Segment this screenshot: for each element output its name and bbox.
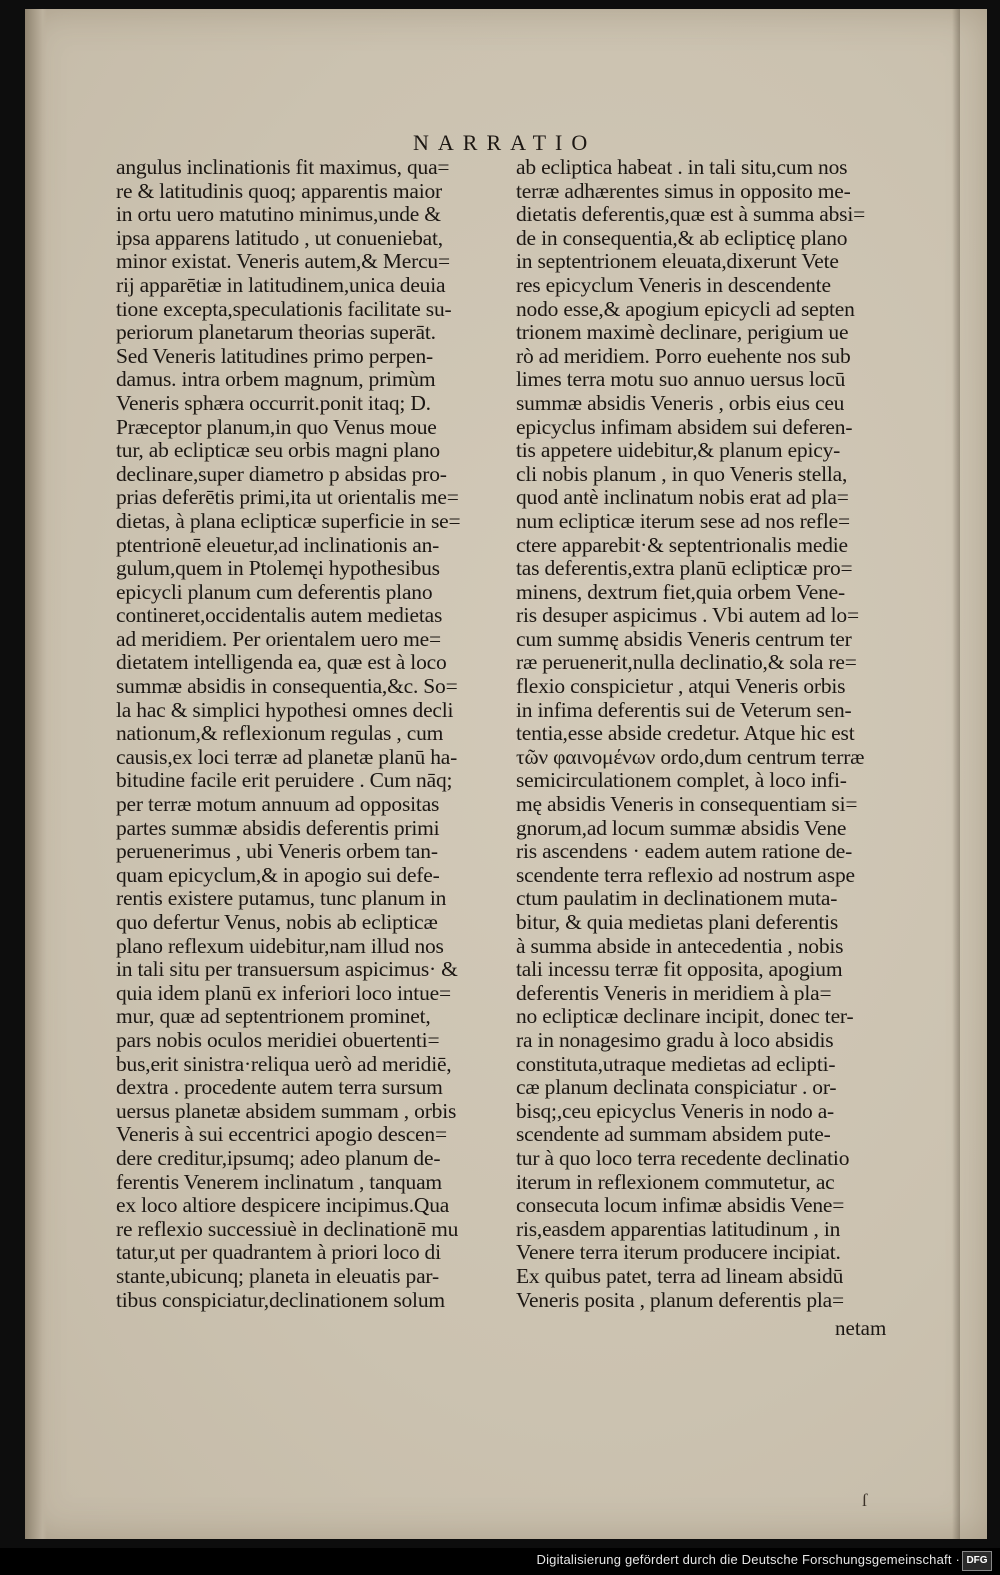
right-column-line: cæ planum declinata conspiciatur . or- (516, 1075, 837, 1100)
right-column-line: epicyclus infimam absidem sui deferen- (516, 414, 853, 439)
left-column-line: per terræ motum annuum ad oppositas (116, 792, 440, 817)
right-column-line: iterum in reflexionem commutetur, ac (516, 1169, 835, 1194)
right-column-line: dietatis deferentis,quæ est à summa absi= (516, 202, 866, 227)
left-column-line: mur, quæ ad septentrionem prominet, (116, 1004, 431, 1029)
right-column-line: res epicyclum Veneris in descendente (516, 272, 831, 297)
left-column-line: dextra . procedente autem terra sursum (116, 1075, 443, 1100)
right-column-line: tas deferentis,extra planū eclipticæ pro= (516, 556, 853, 581)
right-column-line: ris ascendens · eadem autem ratione de- (516, 839, 853, 864)
left-column-line: rentis existere putamus, tunc planum in (116, 886, 447, 911)
left-column-line: dietatem intelligenda ea, quæ est à loco (116, 650, 447, 675)
left-column-line: summæ absidis in consequentia,&c. So= (116, 674, 458, 699)
margin-mark: ſ (862, 1490, 868, 1510)
right-column-line: Veneris posita , planum deferentis pla= (516, 1287, 844, 1312)
left-column-line: causis,ex loci terræ ad planetæ planū ha- (116, 744, 458, 769)
left-column-line: Veneris sphæra occurrit.ponit itaq; D. (116, 390, 431, 415)
left-column-line: angulus inclinationis fit maximus, qua= (116, 155, 450, 179)
left-column-line: tatur,ut per quadrantem à priori loco di (116, 1240, 441, 1265)
left-column-line: peruenerimus , ubi Veneris orbem tan- (116, 839, 438, 864)
right-column-line: minens, dextrum fiet,quia orbem Vene- (516, 579, 845, 604)
right-column-line: tali incessu terræ fit opposita, apogium (516, 957, 843, 982)
right-column-line: ra in nonagesimo gradu à loco absidis (516, 1027, 834, 1052)
left-column-line: gulum,quem in Ptolemęi hypothesibus (116, 556, 440, 581)
left-column-line: Sed Veneris latitudines primo perpen- (116, 343, 434, 368)
right-column-line: ræ peruenerit,nulla declinatio,& sola re= (516, 650, 857, 675)
left-column-line: partes summæ absidis deferentis primi (116, 815, 440, 840)
left-column-line: Præceptor planum,in quo Venus moue (116, 414, 437, 439)
right-column-line: deferentis Veneris in meridiem à pla= (516, 980, 832, 1005)
right-column-line: Ex quibus patet, terra ad lineam absidū (516, 1263, 844, 1288)
left-column-line: rij apparētiæ in latitudinem,unica deuia (116, 272, 446, 297)
left-column-line: ipsa apparens latitudo , ut conueniebat, (116, 225, 443, 250)
funding-credit: Digitalisierung gefördert durch die Deutsche Forschungsgemeinschaft · (536, 1552, 960, 1567)
left-column-line: dietas, à plana eclipticæ superficie in se= (116, 508, 461, 533)
left-column-line: periorum planetarum theorias superāt. (116, 320, 436, 345)
left-column-line: Veneris à sui eccentrici apogio descen= (116, 1122, 447, 1147)
left-column-line: re & latitudinis quoq; apparentis maior (116, 178, 442, 203)
right-column-line: scendente terra reflexio ad nostrum aspe (516, 862, 855, 887)
right-column-line: cli nobis planum , in quo Veneris stella, (516, 461, 848, 486)
left-column-line: uersus planetæ absidem summam , orbis (116, 1098, 457, 1123)
left-column-line: ex loco altiore despicere incipimus.Qua (116, 1193, 450, 1218)
right-column-line: ctum paulatim in declinationem muta- (516, 886, 838, 911)
left-column-line: nationum,& reflexionum regulas , cum (116, 721, 444, 746)
right-column-line: à summa abside in antecedentia , nobis (516, 933, 844, 958)
left-text-column (116, 156, 496, 1312)
right-column-line: flexio conspicietur , atqui Veneris orbis (516, 674, 846, 699)
right-column-line: num eclipticæ iterum sese ad nos refle= (516, 508, 850, 533)
right-column-line: constituta,utraque medietas ad eclipti- (516, 1051, 836, 1076)
right-column-line: trionem maximè declinare, perigium ue (516, 320, 849, 345)
left-column-line: damus. intra orbem magnum, primùm (116, 367, 436, 392)
right-column-line: scendente ad summam absidem pute- (516, 1122, 831, 1147)
right-column-line: Venere terra iterum producere incipiat. (516, 1240, 841, 1265)
right-column-line: bisq;,ceu epicyclus Veneris in nodo a- (516, 1098, 835, 1123)
right-column-line: semicirculationem complet, à loco infi- (516, 768, 847, 793)
right-column-line: ab ecliptica habeat . in tali situ,cum nos (516, 155, 848, 179)
right-column-line: consecuta locum infimæ absidis Vene= (516, 1193, 845, 1218)
right-column-line: τῶν φαινομένων ordo,dum centrum terræ (516, 744, 865, 769)
right-column-line: tur à quo loco terra recedente declinatio (516, 1145, 850, 1170)
left-column-line: ferentis Venerem inclinatum , tanquam (116, 1169, 442, 1194)
left-column-line: ptentrionē eleuetur,ad inclinationis an- (116, 532, 440, 557)
right-column-line: cum summę absidis Veneris centrum ter (516, 626, 852, 651)
left-column-line: plano reflexum uidebitur,nam illud nos (116, 933, 444, 958)
right-column-line: rò ad meridiem. Porro euehente nos sub (516, 343, 851, 368)
page-gutter (25, 9, 47, 1539)
right-column-line: bitur, & quia medietas plani deferentis (516, 910, 839, 934)
right-column-line: de in consequentia,& ab eclipticę plano (516, 225, 848, 250)
catchword: netam (835, 1316, 887, 1340)
right-text-column (516, 156, 896, 1312)
right-column-line: tentia,esse abside credetur. Atque hic est (516, 721, 855, 746)
left-column-line: tione excepta,speculationis facilitate su- (116, 296, 452, 321)
left-column-line: stante,ubicunq; planeta in eleuatis par- (116, 1263, 439, 1288)
left-column-line: quam epicyclum,& in apogio sui defe- (116, 862, 440, 887)
left-column-line: re reflexio successiuè in declinationē mu (116, 1216, 459, 1241)
right-column-line: limes terra motu suo annuo uersus locū (516, 367, 846, 392)
left-column-line: bitudine facile erit peruidere . Cum nāq; (116, 768, 453, 793)
left-column-line: in ortu uero matutino minimus,unde & (116, 202, 441, 227)
left-column-line: prias deferētis primi,ita ut orientalis me= (116, 485, 459, 510)
right-column-line: quod antè inclinatum nobis erat ad pla= (516, 485, 849, 510)
left-column-line: tibus conspiciatur,declinationem solum (116, 1287, 445, 1312)
left-column-line: pars nobis oculos meridiei obuertenti= (116, 1027, 440, 1052)
left-column-line: tur, ab eclipticæ seu orbis magni plano (116, 438, 440, 463)
left-column-line: declinare,super diametro p absidas pro- (116, 461, 447, 486)
left-column-line: quo defertur Venus, nobis ab eclipticæ (116, 910, 438, 934)
right-column-line: terræ adhærentes simus in opposito me- (516, 178, 851, 203)
left-column-line: quia idem planū ex inferiori loco intue= (116, 980, 451, 1005)
page-edge-shadow (952, 9, 960, 1539)
right-column-line: in septentrionem eleuata,dixerunt Vete (516, 249, 839, 274)
right-column-line: tis appetere uidebitur,& planum epicy- (516, 438, 841, 463)
right-column-line: ris desuper aspicimus . Vbi autem ad lo= (516, 603, 859, 628)
footer-bar (0, 1548, 1000, 1575)
left-column-line: la hac & simplici hypothesi omnes decli (116, 697, 454, 722)
left-column-line: bus,erit sinistra·reliqua uerò ad meridiē, (116, 1051, 452, 1076)
left-column-line: in tali situ per transuersum aspicimus· & (116, 957, 458, 982)
left-column-line: minor existat. Veneris autem,& Mercu= (116, 249, 450, 274)
dfg-logo: DFG (962, 1551, 992, 1571)
left-column-line: contineret,occidentalis autem medietas (116, 603, 443, 628)
left-column-line: dere creditur,ipsumq; adeo planum de- (116, 1145, 441, 1170)
right-column-line: ris,easdem apparentias latitudinum , in (516, 1216, 841, 1241)
right-column-line: summæ absidis Veneris , orbis eius ceu (516, 390, 845, 415)
right-column-line: in infima deferentis sui de Veterum sen- (516, 697, 852, 722)
running-head: NARRATIO (413, 130, 597, 155)
right-column-line: mę absidis Veneris in consequentiam si= (516, 792, 858, 817)
right-column-line: gnorum,ad locum summæ absidis Vene (516, 815, 847, 840)
right-column-line: no eclipticæ declinare incipit, donec ter- (516, 1004, 854, 1029)
right-column-line: ctere apparebit·& septentrionalis medie (516, 532, 848, 557)
left-column-line: epicycli planum cum deferentis plano (116, 579, 433, 604)
right-column-line: nodo esse,& apogium epicycli ad septen (516, 296, 855, 321)
left-column-line: ad meridiem. Per orientalem uero me= (116, 626, 441, 651)
